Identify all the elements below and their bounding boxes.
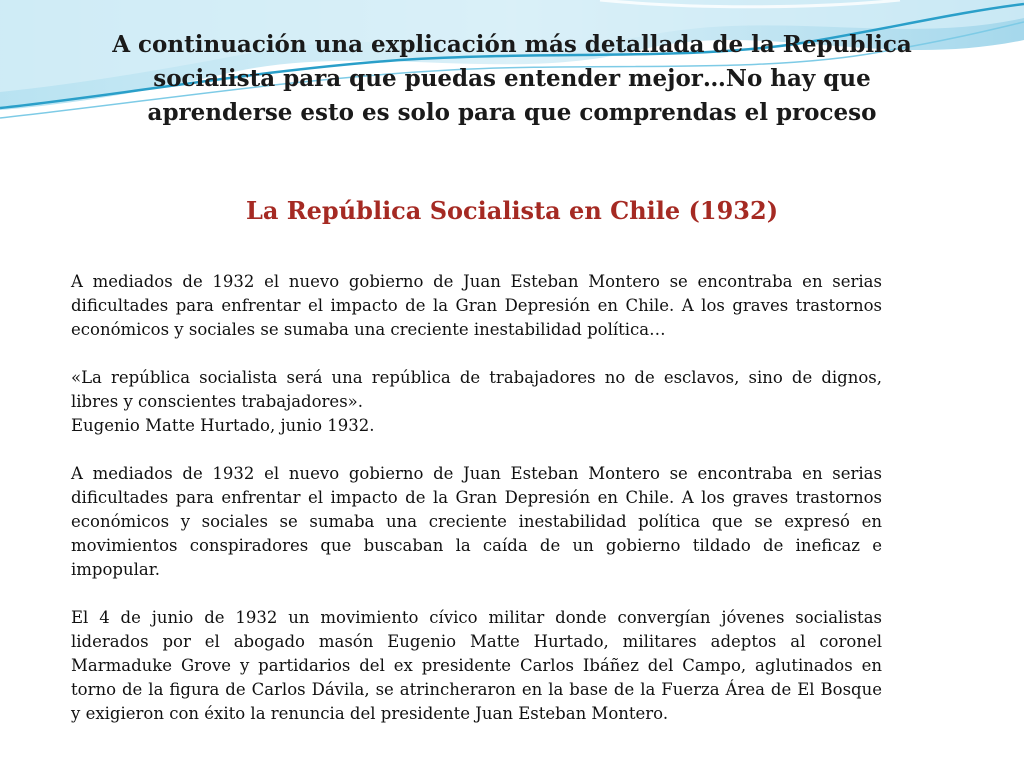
paragraph-context: A mediados de 1932 el nuevo gobierno de Juan Esteban Montero se encontraba en serias dificultades para enfrentar el impacto de la Gran Depresión en Chile. A los graves trastornos económicos y sociales se sumaba una creciente inestabilidad política que se expresó en movimientos conspiradores que buscaban la caída de un gobierno tildado de ineficaz e impopular. (71, 464, 882, 579)
slide-subtitle: La República Socialista en Chile (1932) (245, 196, 779, 225)
paragraph-june-4: El 4 de junio de 1932 un movimiento cívico militar donde convergían jóvenes socialistas liderados por el abogado masón Eugenio Matte Hurtado, militares adeptos al coronel Marmaduke Grove y partidarios del ex presidente Carlos Ibáñez del Campo, aglutinados en torno de la figura de Carlos Dávila, se atrincheraron en la base de la Fuerza Área de El Bosque y exigieron con éxito la renuncia del presidente Juan Esteban Montero. (71, 608, 882, 723)
quote: «La república socialista será una república de trabajadores no de esclavos, sino de dignos, libres y conscientes trabajadores». (71, 368, 882, 411)
quote-attribution: Eugenio Matte Hurtado, junio 1932. (71, 416, 375, 435)
slide-body (71, 270, 882, 726)
paragraph-intro: A mediados de 1932 el nuevo gobierno de Juan Esteban Montero se encontraba en serias dificultades para enfrentar el impacto de la Gran Depresión en Chile. A los graves trastornos económicos y sociales se sumaba una creciente inestabilidad política… (71, 272, 882, 339)
slide-heading: A continuación una explicación más detallada de la Republica socialista para que puedas entender mejor…No hay que aprenderse esto es solo para que comprendas el proceso (112, 31, 912, 126)
